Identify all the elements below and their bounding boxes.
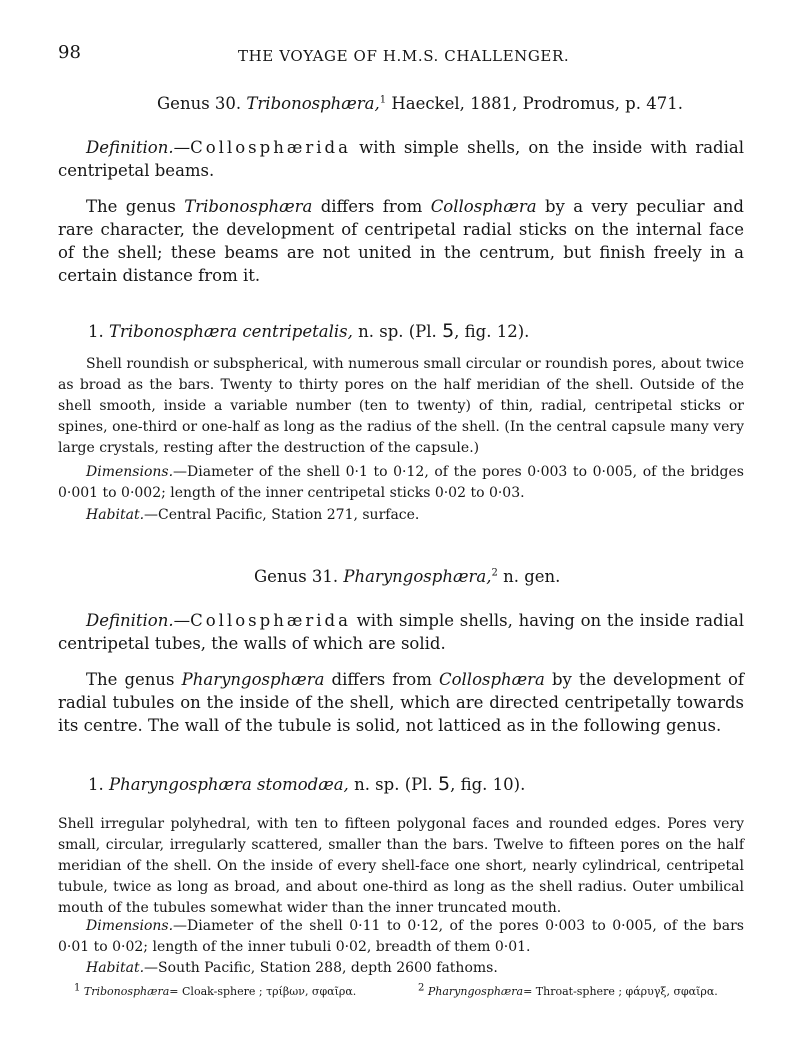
genus-31-authority: n. gen. — [503, 567, 561, 586]
genus-30-name: Tribonosphæra, — [246, 94, 380, 113]
habitat-text: —South Pacific, Station 288, depth 2600 fathoms. — [144, 960, 498, 976]
para-text: differs from — [320, 197, 423, 216]
species-number: 1. — [88, 775, 104, 794]
para-text: by the development of radial tubules on the inside of the shell, which are directed centripetally towards its centre. The wall of the tubule is solid, not latticed as in the following genus. — [58, 670, 745, 735]
species-ref: , fig. 12). — [454, 322, 530, 341]
footnote-mark: 1 — [74, 982, 81, 994]
genus-31-name: Pharyngosphæra, — [343, 567, 492, 586]
footnote-text: = Cloak-sphere ; τρίβων, σφαῖρα. — [169, 985, 357, 998]
dimensions-label: Dimensions. — [86, 918, 174, 934]
species-1-dimensions — [58, 462, 744, 504]
dimensions-label: Dimensions. — [86, 464, 174, 480]
species-2-dimensions — [58, 916, 744, 958]
definition-label: Definition. — [86, 138, 174, 157]
definition-label: Definition. — [86, 611, 174, 630]
genus-30-heading — [157, 94, 683, 113]
dimensions-text: —Diameter of the shell 0·1 to 0·12, of the pores 0·003 to 0·005, of the bridges 0·001 to 0·002; length of the inner centripetal sticks 0·02 to 0·03. — [58, 464, 744, 501]
running-title: THE VOYAGE OF H.M.S. CHALLENGER. — [238, 47, 570, 65]
genus-31-prefix: Genus 31. — [254, 567, 339, 586]
para-genus-name: Collosphæra — [430, 197, 537, 216]
species-1-description: Shell roundish or subspherical, with numerous small circular or roundish pores, about twice as broad as the bars. Twenty to thirty pores on the half meridian of the shell. Outside of the shell smooth, inside a variable number (ten to twenty) of thin, radial, centripetal sticks or spines, one-third or one-half as long as the radius of the shell. (In the central capsule many very large crystals, resting after the destruction of the capsule.) — [58, 356, 744, 456]
species-2-description: Shell irregular polyhedral, with ten to fifteen polygonal faces and rounded edges. Pores very small, circular, irregularly scattered, smaller than the bars. Twelve to fifteen pores on the half meridian of the shell. On the inside of every shell-face one short, nearly cylindrical, centripetal tubule, twice as long as broad, and about one-third as long as the shell radius. Outer umbilical mouth of the tubules somewhat wider than the inner truncated mouth. — [58, 816, 744, 916]
species-number: 1. — [88, 322, 104, 341]
genus-30-authority: Haeckel, 1881, Prodromus, p. 471. — [391, 94, 683, 113]
definition-text: with simple shells, on the inside with radial centripetal beams. — [58, 138, 745, 180]
para-text: The genus — [86, 670, 175, 689]
para-text: The genus — [86, 197, 176, 216]
page-number: 98 — [58, 42, 81, 63]
species-ref: n. sp. (Pl. — [358, 322, 437, 341]
plate-number: 5 — [438, 773, 451, 795]
species-1-habitat — [58, 505, 744, 526]
para-genus-name: Collosphæra — [438, 670, 545, 689]
plate-number: 5 — [442, 320, 455, 342]
genus-31-footnote-mark: 2 — [491, 567, 498, 579]
species-name: Tribonosphæra centripetalis, — [109, 322, 353, 341]
footnote-term: Tribonosphæra — [83, 985, 170, 998]
para-genus-name: Pharyngosphæra — [181, 670, 325, 689]
genus-31-definition: Definition.—Collosphærida with simple shells, having on the inside radial centripetal tubes, the walls of which are solid. — [58, 611, 744, 653]
footnote-term: Pharyngosphæra — [427, 985, 524, 998]
footnote-2 — [418, 982, 718, 998]
species-ref: n. sp. (Pl. — [354, 775, 433, 794]
para-genus-name: Tribonosphæra — [184, 197, 313, 216]
species-ref: , fig. 10). — [450, 775, 526, 794]
footnote-text: = Throat-sphere ; φάρυγξ, σφαῖρα. — [523, 985, 718, 998]
genus-30-footnote-mark: 1 — [379, 94, 387, 106]
definition-family: Collosphærida — [190, 611, 351, 630]
footnote-mark: 2 — [418, 982, 425, 994]
genus-30-paragraph — [58, 195, 744, 287]
genus-31-paragraph — [58, 668, 744, 737]
species-2-habitat — [58, 958, 744, 979]
genus-31-heading — [254, 567, 560, 586]
definition-text: with simple shells, having on the inside radial centripetal tubes, the walls of which are solid. — [58, 611, 744, 653]
footnote-1 — [74, 982, 357, 998]
para-text: differs from — [331, 670, 432, 689]
definition-family: Collosphærida — [190, 138, 351, 157]
species-1-heading — [88, 320, 529, 342]
species-2-heading — [88, 773, 525, 795]
genus-30-prefix: Genus 30. — [157, 94, 242, 113]
habitat-label: Habitat. — [86, 507, 145, 523]
habitat-text: —Central Pacific, Station 271, surface. — [144, 507, 420, 523]
habitat-label: Habitat. — [86, 960, 145, 976]
para-text: by a very peculiar and rare character, the development of centripetal radial sticks on the internal face of the shell; these beams are not united in the centrum, but finish freely in a certain distance from it. — [58, 197, 744, 285]
species-name: Pharyngosphæra stomodæa, — [109, 775, 349, 794]
genus-30-definition: Definition.—Collosphærida with simple shells, on the inside with radial centripetal beams. — [58, 138, 745, 180]
dimensions-text: —Diameter of the shell 0·11 to 0·12, of the pores 0·003 to 0·005, of the bars 0·01 to 0·02; length of the inner tubuli 0·02, breadth of them 0·01. — [58, 918, 744, 955]
